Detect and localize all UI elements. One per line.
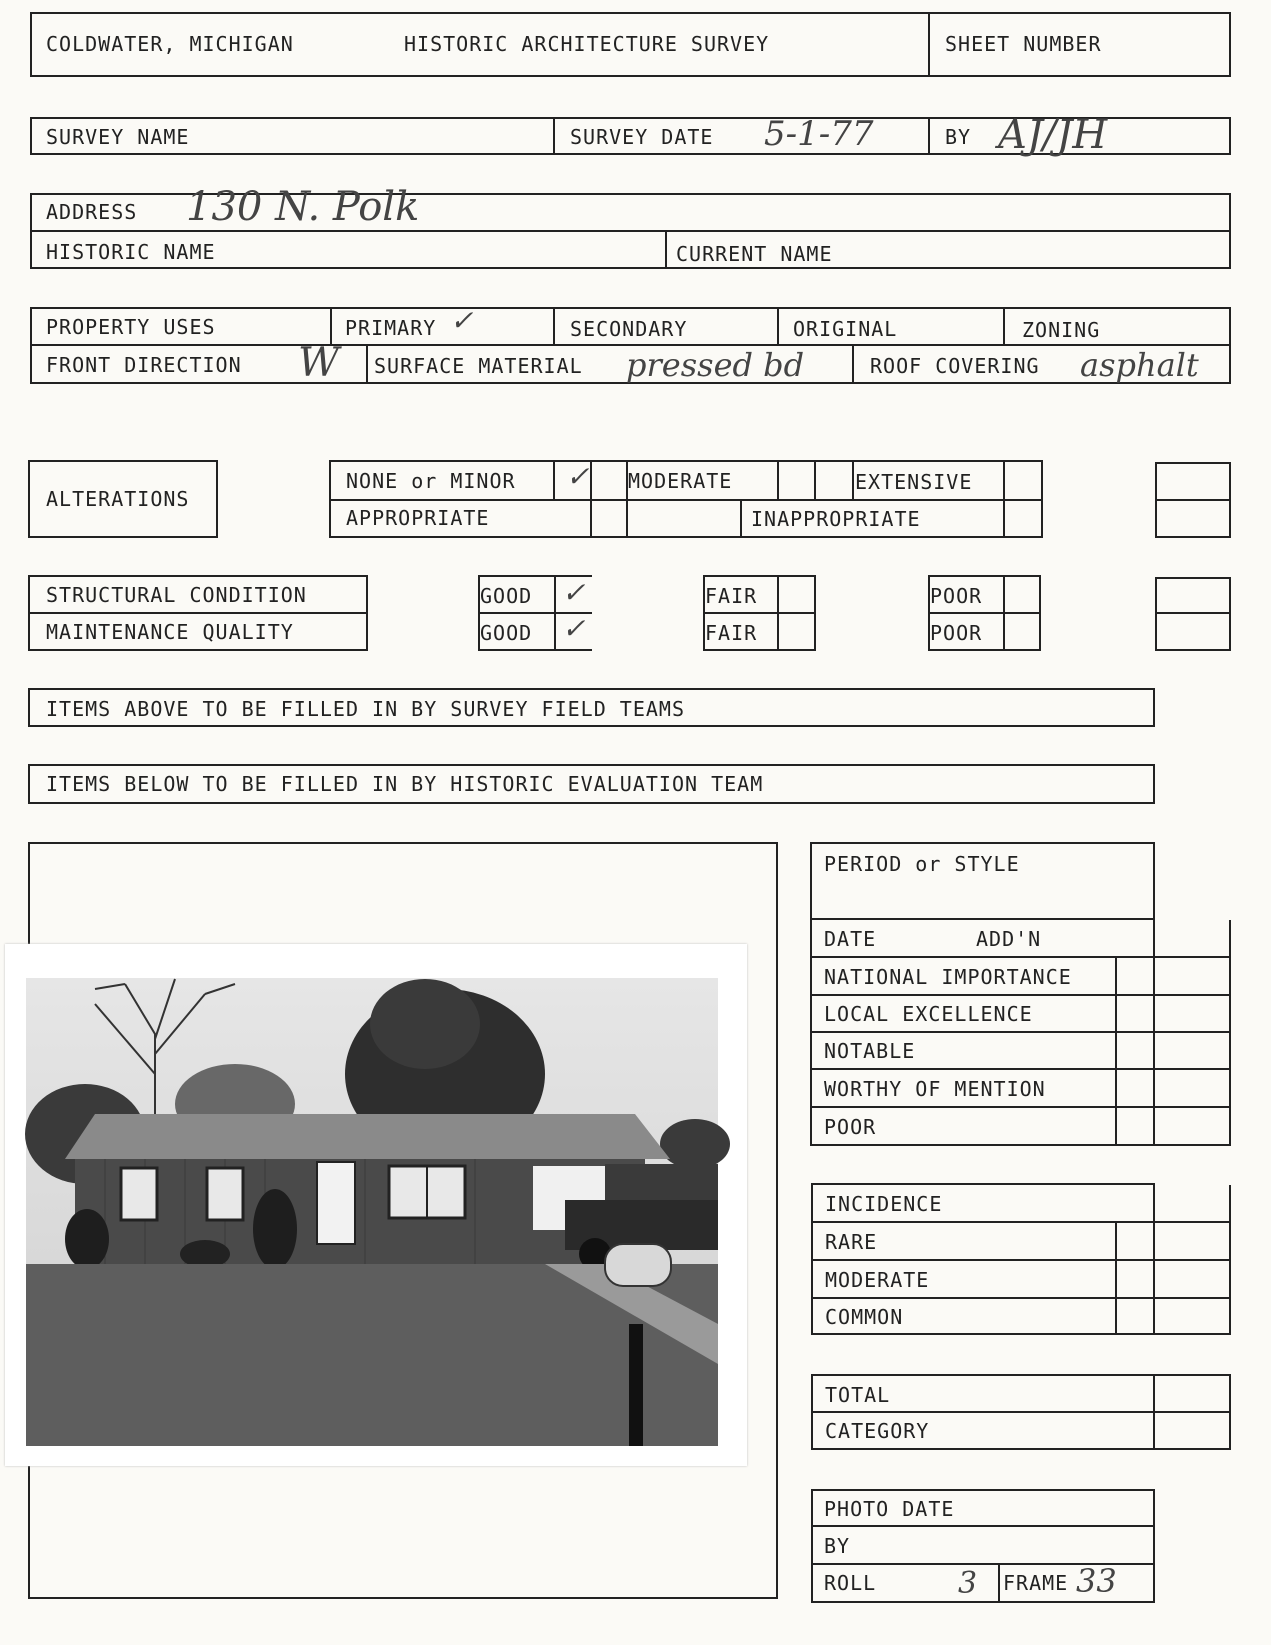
survey-by-label: BY [945,125,972,149]
structural-condition-label: STRUCTURAL CONDITION [46,583,307,607]
maintenance-fair-label: FAIR [705,621,758,645]
name-divider [665,230,667,269]
secondary-label: SECONDARY [570,317,688,341]
below-note-right [1153,764,1155,804]
inappropriate-label: INAPPROPRIATE [751,507,921,531]
house-photo [5,944,747,1466]
location-text: COLDWATER, MICHIGAN [46,32,294,56]
eval-col-1 [1115,956,1117,1146]
eval-col-2 [1153,956,1155,1146]
primary-check: ✓ [450,304,474,337]
alt-div-8 [1003,460,1005,538]
incidence-row-2 [811,1259,1231,1261]
roll-value: 3 [958,1566,978,1601]
total-col [1153,1374,1155,1450]
incidence-top-right-cover [1155,1183,1233,1185]
condition-label-divider [28,612,368,614]
moderate-label: MODERATE [628,469,733,493]
alt-div-6 [852,460,854,499]
above-note-text: ITEMS ABOVE TO BE FILLED IN BY SURVEY FIELD TEAMS [46,697,686,721]
front-direction-value: W [298,340,340,386]
roll-label: ROLL [824,1571,877,1595]
maintenance-poor-label: POOR [930,621,983,645]
eval-row-5 [810,1106,1231,1108]
survey-name-label: SURVEY NAME [46,125,190,149]
eval-row-2 [810,994,1231,996]
survey-by-value: AJ/JH [998,112,1108,158]
national-importance-label: NATIONAL IMPORTANCE [824,965,1072,989]
incidence-moderate-label: MODERATE [825,1268,930,1292]
sheet-number-label: SHEET NUMBER [945,32,1102,56]
extensive-label: EXTENSIVE [855,470,973,494]
house-photo-image [5,944,747,1466]
frame-value: 33 [1076,1562,1117,1600]
alterations-extra-divider [1155,499,1231,501]
date-label: DATE [824,927,877,951]
incidence-col-2 [1153,1221,1155,1335]
alt-div-7 [740,499,742,538]
front-direction-label: FRONT DIRECTION [46,353,242,377]
structural-fair-label: FAIR [705,584,758,608]
category-label: CATEGORY [825,1419,930,1443]
total-divider [811,1411,1231,1413]
maintenance-good-label: GOOD [480,621,533,645]
property-uses-label: PROPERTY USES [46,315,216,339]
header-divider [928,12,930,77]
none-minor-label: NONE or MINOR [346,469,516,493]
survey-date-value: 5-1-77 [764,114,874,154]
below-note-top [28,764,1153,766]
property-div-4 [1003,307,1005,344]
good-cell-divider [554,575,556,651]
alt-div-1 [553,460,555,499]
incidence-row-3 [811,1297,1231,1299]
zoning-label: ZONING [1022,318,1101,342]
structural-poor-label: POOR [930,584,983,608]
incidence-label: INCIDENCE [825,1192,943,1216]
none-minor-check: ✓ [566,460,590,493]
address-label: ADDRESS [46,200,138,224]
original-label: ORIGINAL [793,317,898,341]
frame-label: FRAME [1003,1571,1069,1595]
form-title: HISTORIC ARCHITECTURE SURVEY [404,32,770,56]
addn-label: ADD'N [976,927,1042,951]
appropriate-label: APPROPRIATE [346,506,490,530]
alt-row-divider [329,499,1043,501]
incidence-top-right-edge [1153,1183,1155,1221]
common-label: COMMON [825,1305,904,1329]
maintenance-good-check: ✓ [562,612,586,645]
survey-date-label: SURVEY DATE [570,125,714,149]
structural-good-check: ✓ [562,576,586,609]
photo-info-col [998,1563,1000,1603]
eval-poor-label: POOR [824,1115,877,1139]
address-row-divider [30,230,1231,232]
total-label: TOTAL [825,1383,891,1407]
eval-top-right-edge [1153,918,1155,956]
historic-name-label: HISTORIC NAME [46,240,216,264]
primary-label: PRIMARY [345,316,437,340]
alt-div-2 [590,460,592,538]
structural-good-label: GOOD [480,584,533,608]
photo-by-label: BY [824,1534,851,1558]
roof-covering-label: ROOF COVERING [870,354,1040,378]
alt-div-5 [814,460,816,499]
rare-label: RARE [825,1230,878,1254]
incidence-row-1 [811,1221,1231,1223]
notable-label: NOTABLE [824,1039,916,1063]
below-note-text: ITEMS BELOW TO BE FILLED IN BY HISTORIC EVALUATION TEAM [46,772,764,796]
poor-divider [928,612,1041,614]
eval-row-4 [810,1068,1231,1070]
property-div-1 [330,307,332,344]
property-div-5 [366,344,368,384]
worthy-of-mention-label: WORTHY OF MENTION [824,1077,1046,1101]
property-div-6 [852,344,854,384]
address-value: 130 N. Polk [186,184,420,230]
photo-info-row-1 [811,1525,1155,1527]
alterations-label: ALTERATIONS [46,487,190,511]
fair-divider [703,612,816,614]
surface-material-label: SURFACE MATERIAL [374,354,583,378]
incidence-col-1 [1115,1221,1117,1335]
current-name-label: CURRENT NAME [676,242,833,266]
period-style-label: PERIOD or STYLE [824,852,1020,876]
survey-divider-1 [553,117,555,155]
local-excellence-label: LOCAL EXCELLENCE [824,1002,1033,1026]
surface-material-value: pressed bd [626,346,805,384]
condition-extra-box [1155,577,1231,651]
property-div-2 [553,307,555,344]
eval-row-1 [810,956,1231,958]
survey-divider-2 [928,117,930,155]
maintenance-quality-label: MAINTENANCE QUALITY [46,620,294,644]
eval-row-3 [810,1031,1231,1033]
condition-extra-divider [1155,612,1231,614]
survey-right-edge [1229,117,1231,155]
photo-date-label: PHOTO DATE [824,1497,955,1521]
fair-cell-divider [777,575,779,651]
eval-top-right-cover [1155,918,1233,920]
roof-covering-value: asphalt [1080,346,1199,384]
poor-cell-divider [1003,575,1005,651]
property-div-3 [777,307,779,344]
alt-div-4 [777,460,779,499]
